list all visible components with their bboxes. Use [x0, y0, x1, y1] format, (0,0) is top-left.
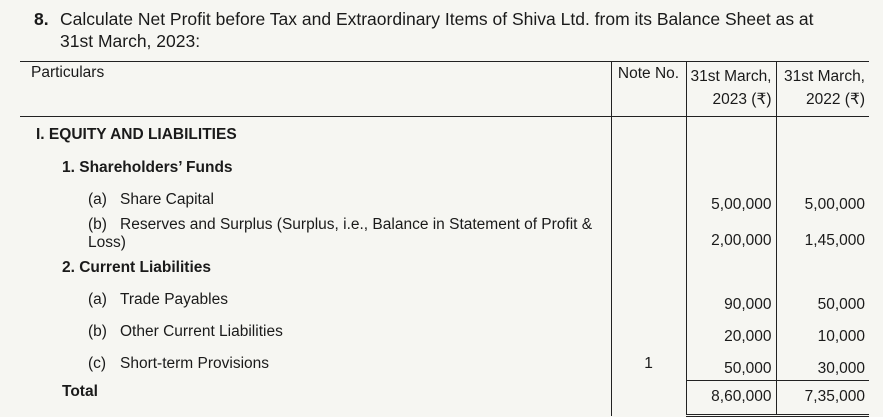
- item-value-2023: 2,00,000: [686, 216, 776, 252]
- group-title-shareholders-funds: 1. Shareholders’ Funds: [62, 159, 233, 176]
- item-value-2023: 20,000: [686, 316, 776, 348]
- item-value-2023: 5,00,000: [686, 184, 776, 216]
- total-value-2022: 7,35,000: [776, 381, 869, 416]
- row-particular: [20, 216, 611, 252]
- header-2023-line1: 31st March,: [690, 68, 772, 85]
- row-particular: [20, 348, 611, 381]
- item-value-2022: 1,45,000: [776, 216, 869, 252]
- item-value-2023: 50,000: [686, 348, 776, 381]
- table-row: [20, 216, 869, 252]
- item-text: Reserves and Surplus (Surplus, i.e., Balance in Statement of Profit & Loss): [88, 216, 593, 251]
- table-row: [20, 284, 869, 316]
- header-note-no: Note No.: [611, 62, 686, 117]
- question-number: 8.: [34, 9, 49, 29]
- row-particular: [20, 316, 611, 348]
- header-year-2022: [776, 62, 869, 117]
- item-text: Short-term Provisions: [120, 355, 270, 373]
- total-row: [20, 381, 869, 416]
- question-line-1: [34, 8, 874, 30]
- item-value-2022: 5,00,000: [776, 184, 869, 216]
- item-text: Other Current Liabilities: [120, 323, 283, 340]
- total-value-2023: 8,60,000: [686, 381, 776, 416]
- section-title: I. EQUITY AND LIABILITIES: [36, 125, 237, 143]
- item-note: 1: [611, 348, 686, 381]
- table-row: [20, 316, 869, 348]
- item-label: (a): [88, 191, 107, 208]
- group-row: [20, 152, 869, 184]
- table-row: [20, 348, 869, 381]
- header-2022-line1: 31st March,: [784, 68, 865, 85]
- section-row: [20, 117, 869, 153]
- row-particular: [20, 284, 611, 316]
- item-note: [611, 316, 686, 348]
- table-header-row: [20, 62, 869, 117]
- group-row: [20, 252, 869, 284]
- total-label: Total: [62, 382, 98, 400]
- item-text: Share Capital: [120, 191, 214, 208]
- item-note: [611, 216, 686, 252]
- header-particulars: Particulars: [20, 62, 611, 117]
- item-text: Trade Payables: [120, 291, 228, 308]
- balance-sheet-table: [20, 61, 869, 417]
- header-2022-line2: 2022 (₹): [806, 91, 865, 108]
- item-value-2023: 90,000: [686, 284, 776, 316]
- item-label: (c): [88, 355, 107, 373]
- item-label: (b): [88, 216, 107, 233]
- question-line-2: 31st March, 2023:: [60, 31, 201, 51]
- item-note: [611, 284, 686, 316]
- group-title-current-liabilities: 2. Current Liabilities: [62, 259, 212, 276]
- header-2023-line2: 2023 (₹): [712, 91, 772, 108]
- item-value-2022: 50,000: [776, 284, 869, 316]
- item-value-2022: 10,000: [776, 316, 869, 348]
- table-row: [20, 184, 869, 216]
- row-particular: [20, 184, 611, 216]
- item-label: (b): [88, 323, 107, 340]
- item-value-2022: 30,000: [776, 348, 869, 381]
- question-text: [34, 8, 874, 52]
- header-year-2023: [686, 62, 776, 117]
- question-line1-text: Calculate Net Profit before Tax and Extraordinary Items of Shiva Ltd. from its Balance Sheet as at: [60, 9, 814, 29]
- item-note: [611, 184, 686, 216]
- item-label: (a): [88, 291, 107, 308]
